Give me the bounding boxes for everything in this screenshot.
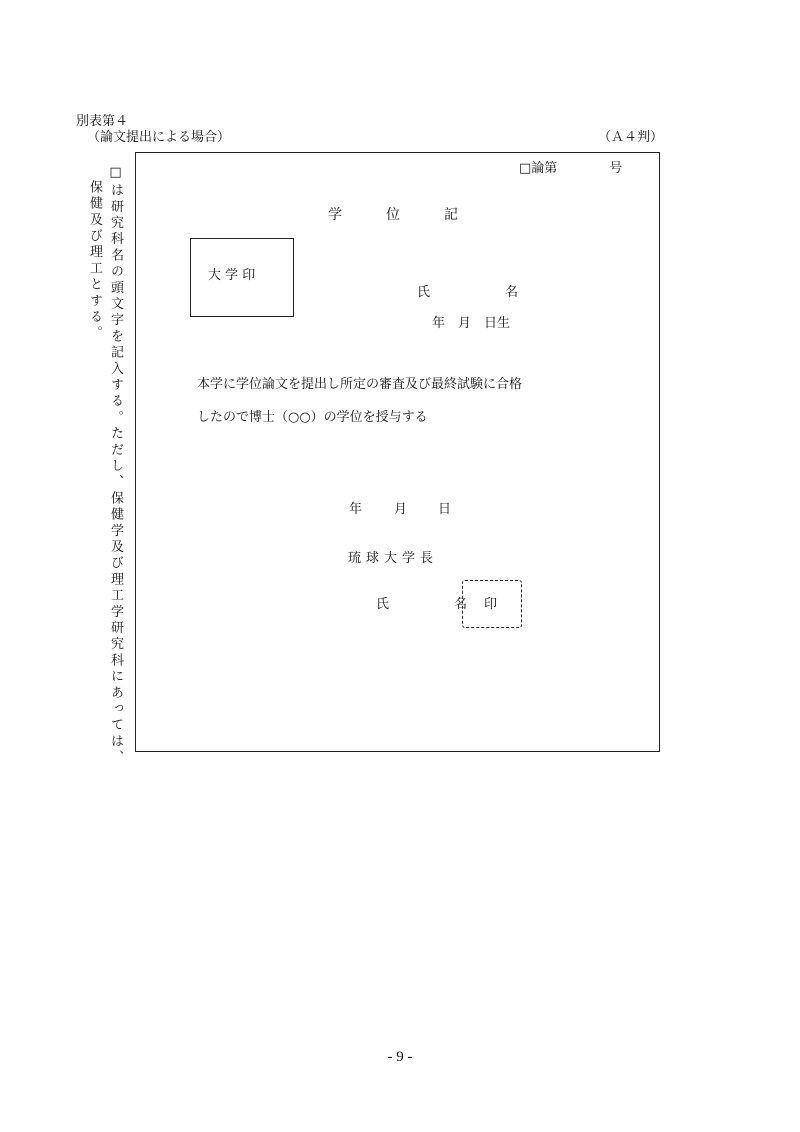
side-note-column-1: □は研究科名の頭文字を記入する。ただし、保健学及び理工学研究科にあっては、: [108, 165, 123, 767]
recipient-name-char-1: 氏: [417, 285, 431, 300]
case-label: （論文提出による場合）: [87, 130, 231, 145]
title-char-1: 学: [328, 207, 342, 223]
issue-date-year: 年: [349, 502, 363, 517]
issue-date-day: 日: [438, 502, 452, 517]
page-number: - 9 -: [387, 1049, 413, 1065]
president-name-char-2: 名: [454, 597, 468, 612]
certificate-number: □論第 号: [519, 161, 623, 176]
president-seal-label: 印: [484, 597, 498, 612]
title-char-2: 位: [386, 207, 400, 223]
side-note-column-2: 保健及び理工とする。: [87, 180, 102, 342]
recipient-name-char-2: 名: [505, 285, 519, 300]
title-char-3: 記: [444, 207, 458, 223]
table-label: 別表第４: [76, 114, 129, 129]
president-name-char-1: 氏: [376, 597, 390, 612]
university-seal-label: 大 学 印: [208, 268, 256, 283]
issue-date-month: 月: [394, 502, 408, 517]
birth-date: 年 月 日生: [432, 316, 511, 331]
paper-size-label: （Ａ４判）: [598, 130, 664, 145]
body-line-1: 本学に学位論文を提出し所定の審査及び最終試験に合格: [197, 377, 523, 392]
body-line-2: したので博士（○○）の学位を授与する: [197, 410, 428, 425]
president-title: 琉球大学長: [348, 551, 439, 566]
